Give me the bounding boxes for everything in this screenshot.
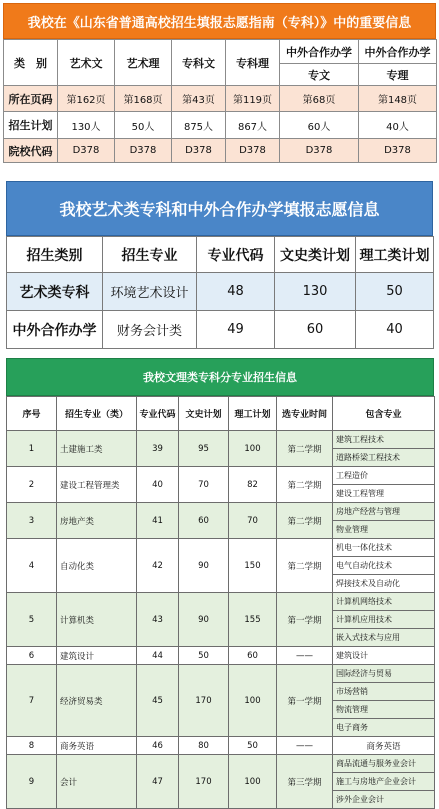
included-major: 建设工程管理 [333,485,435,503]
cell-code: 45 [137,665,179,737]
cell-value: 第148页 [359,86,437,112]
cell-value: D378 [359,139,437,163]
cell-arts-plan: 60 [179,503,229,539]
header-art-arts: 艺术文 [58,40,115,86]
cell-sci-plan: 50 [356,273,434,311]
cell-no: 3 [7,503,57,539]
included-major: 物流管理 [333,701,435,719]
cell-code: 46 [137,737,179,755]
cell-sci-plan: 100 [229,755,277,809]
cell-major: 建筑设计 [57,647,137,665]
included-major: 市场营销 [333,683,435,701]
cell-arts-plan: 80 [179,737,229,755]
included-major: 工程造价 [333,467,435,485]
cell-sci-plan: 100 [229,665,277,737]
header-major: 招生专业（类） [57,397,137,431]
included-major: 商务英语 [333,737,435,755]
cell-value: 60人 [280,112,359,139]
cell-value: 867人 [226,112,280,139]
cell-major: 计算机类 [57,593,137,647]
cell-code: 39 [137,431,179,467]
cell-value: 第168页 [115,86,172,112]
art-coop-table [6,236,434,349]
header-includes: 包含专业 [333,397,435,431]
included-major: 建筑工程技术 [333,431,435,449]
included-major: 商品流通与服务业会计 [333,755,435,773]
section1-title: 我校在《山东省普通高校招生填报志愿指南（专科）》中的重要信息 [3,3,436,39]
cell-arts-plan: 50 [179,647,229,665]
cell-select-time: 第三学期 [277,755,333,809]
cell-select-time: 第二学期 [277,503,333,539]
header-spec-arts: 专科文 [172,40,226,86]
included-major: 电气自动化技术 [333,557,435,575]
included-major: 嵌入式技术与应用 [333,629,435,647]
cell-arts-plan: 170 [179,755,229,809]
header-select-time: 选专业时间 [277,397,333,431]
header-art-sci: 艺术理 [115,40,172,86]
cell-sci-plan: 155 [229,593,277,647]
header-arts-plan: 文史类计划 [275,237,356,273]
header-coop-top: 中外合作办学 [359,40,437,64]
cell-value: 130人 [58,112,115,139]
cell-sci-plan: 60 [229,647,277,665]
cell-arts-plan: 95 [179,431,229,467]
header-sci-plan: 理工计划 [229,397,277,431]
cell-select-time: —— [277,737,333,755]
header-coop-arts: 专文 [280,64,359,86]
cell-arts-plan: 90 [179,593,229,647]
cell-sci-plan: 50 [229,737,277,755]
row-label: 招生计划 [4,112,58,139]
cell-major: 环境艺术设计 [103,273,197,311]
included-major: 电子商务 [333,719,435,737]
cell-select-time: 第一学期 [277,593,333,647]
header-coop-sci: 专理 [359,64,437,86]
cell-value: D378 [58,139,115,163]
cell-value: 875人 [172,112,226,139]
cell-select-time: 第一学期 [277,665,333,737]
cell-code: 41 [137,503,179,539]
row-label: 院校代码 [4,139,58,163]
included-major: 计算机网络技术 [333,593,435,611]
cell-code: 44 [137,647,179,665]
header-category: 类 别 [4,40,58,86]
row-label: 所在页码 [4,86,58,112]
cell-no: 7 [7,665,57,737]
cell-sci-plan: 100 [229,431,277,467]
art-coop-section [6,181,433,349]
cell-no: 8 [7,737,57,755]
cell-major: 会计 [57,755,137,809]
cell-sci-plan: 40 [356,311,434,349]
cell-value: 第119页 [226,86,280,112]
major-enrollment-section [6,358,434,809]
cell-no: 5 [7,593,57,647]
cell-arts-plan: 130 [275,273,356,311]
header-category: 招生类别 [7,237,103,273]
row-category: 中外合作办学 [7,311,103,349]
cell-major: 建设工程管理类 [57,467,137,503]
cell-value: D378 [172,139,226,163]
header-coop-top: 中外合作办学 [280,40,359,64]
cell-value: 50人 [115,112,172,139]
cell-no: 1 [7,431,57,467]
row-category: 艺术类专科 [7,273,103,311]
cell-select-time: 第二学期 [277,431,333,467]
cell-no: 4 [7,539,57,593]
cell-code: 48 [197,273,275,311]
cell-major: 商务英语 [57,737,137,755]
cell-code: 40 [137,467,179,503]
header-spec-sci: 专科理 [226,40,280,86]
cell-value: 40人 [359,112,437,139]
cell-value: D378 [115,139,172,163]
cell-major: 土建施工类 [57,431,137,467]
cell-value: 第162页 [58,86,115,112]
included-major: 房地产经营与管理 [333,503,435,521]
cell-sci-plan: 70 [229,503,277,539]
cell-code: 47 [137,755,179,809]
cell-no: 9 [7,755,57,809]
header-code: 专业代码 [197,237,275,273]
header-arts-plan: 文史计划 [179,397,229,431]
included-major: 机电一体化技术 [333,539,435,557]
important-info-section [3,3,436,163]
included-major: 施工与房地产企业会计 [333,773,435,791]
included-major: 国际经济与贸易 [333,665,435,683]
cell-no: 6 [7,647,57,665]
cell-code: 49 [197,311,275,349]
header-no: 序号 [7,397,57,431]
cell-value: 第68页 [280,86,359,112]
included-major: 焊接技术及自动化 [333,575,435,593]
cell-value: 第43页 [172,86,226,112]
included-major: 建筑设计 [333,647,435,665]
cell-arts-plan: 60 [275,311,356,349]
cell-sci-plan: 82 [229,467,277,503]
important-info-table [3,39,437,163]
cell-select-time: —— [277,647,333,665]
included-major: 物业管理 [333,521,435,539]
cell-no: 2 [7,467,57,503]
header-major: 招生专业 [103,237,197,273]
cell-arts-plan: 70 [179,467,229,503]
major-enrollment-table [6,396,435,809]
cell-sci-plan: 150 [229,539,277,593]
cell-major: 财务会计类 [103,311,197,349]
section2-title: 我校艺术类专科和中外合作办学填报志愿信息 [6,181,433,236]
cell-arts-plan: 90 [179,539,229,593]
included-major: 计算机应用技术 [333,611,435,629]
cell-major: 自动化类 [57,539,137,593]
cell-major: 房地产类 [57,503,137,539]
section3-title: 我校文理类专科分专业招生信息 [6,358,434,396]
included-major: 涉外企业会计 [333,791,435,809]
cell-code: 42 [137,539,179,593]
cell-arts-plan: 170 [179,665,229,737]
cell-code: 43 [137,593,179,647]
cell-value: D378 [226,139,280,163]
cell-select-time: 第二学期 [277,539,333,593]
cell-select-time: 第二学期 [277,467,333,503]
header-sci-plan: 理工类计划 [356,237,434,273]
cell-value: D378 [280,139,359,163]
cell-major: 经济贸易类 [57,665,137,737]
included-major: 道路桥梁工程技术 [333,449,435,467]
header-code: 专业代码 [137,397,179,431]
